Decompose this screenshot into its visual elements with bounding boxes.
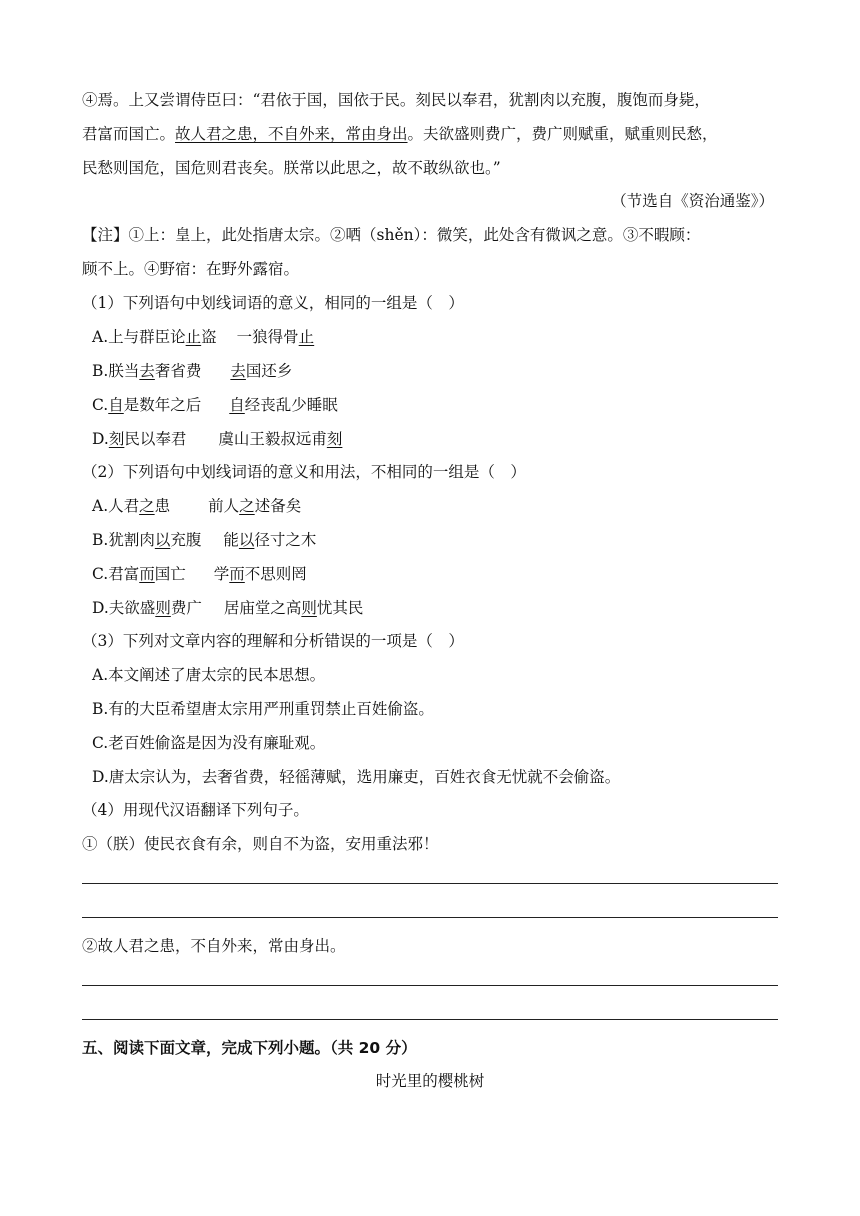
underlined-sentence: 故人君之患，不自外来，常由身出	[175, 125, 408, 143]
underlined-word: 之	[239, 497, 255, 515]
passage-text: 君富而国亡。	[82, 125, 176, 143]
option-text: 虞山王毅叔远甫	[218, 430, 327, 448]
option-text: 民以奉君	[124, 430, 187, 448]
passage-line-1	[82, 90, 710, 110]
underlined-word: 自	[229, 396, 245, 414]
option-text: 居庙堂之高	[223, 599, 302, 617]
option-text: C.君富	[92, 565, 140, 583]
option-text: D.	[92, 430, 109, 448]
passage-line-3: 民愁则国危，国危则君丧矣。朕常以此思之，故不敢纵欲也。”	[82, 159, 501, 177]
option-text: 前人	[208, 497, 240, 515]
option-text: 一狼得骨	[236, 328, 299, 346]
option-text: A.上与群臣论	[92, 328, 186, 346]
option-text: 国还乡	[245, 362, 293, 380]
option-text: 径寸之木	[254, 531, 317, 549]
option-text: A.人君	[92, 497, 140, 515]
passage-text: ④焉。上又尝谓侍臣曰：“君依于国，国依于民。刻民以奉君，犹割肉以充腹，腹饱而身毙，	[82, 91, 710, 109]
question-3-option-c: C.老百姓偷盗是因为没有廉耻观。	[92, 734, 326, 752]
underlined-word: 止	[298, 328, 315, 346]
question-1-option-c	[92, 395, 338, 415]
option-text: 奢省费	[154, 362, 202, 380]
option-text: 能	[223, 531, 239, 549]
option-text: 不思则罔	[244, 565, 307, 583]
question-3-option-d: D.唐太宗认为，去奢省费，轻徭薄赋，选用廉吏，百姓衣食无忧就不会偷盗。	[92, 768, 621, 786]
underlined-word: 去	[139, 362, 155, 380]
option-text: 忧其民	[316, 599, 364, 617]
question-3-option-b: B.有的大臣希望唐太宗用严刑重罚禁止百姓偷盗。	[92, 700, 434, 718]
option-text: B.朕当	[92, 362, 140, 380]
question-1-option-a	[92, 327, 314, 347]
section-5-heading: 五、阅读下面文章，完成下列小题。（共 20 分）	[82, 1039, 417, 1057]
underlined-word: 自	[108, 396, 124, 414]
option-text: C.	[92, 396, 109, 414]
underlined-word: 而	[139, 565, 155, 583]
notes-line-2: 顾不上。④野宿：在野外露宿。	[82, 260, 300, 278]
question-3-stem: （3）下列对文章内容的理解和分析错误的一项是（ ）	[82, 632, 464, 650]
underlined-word: 以	[154, 531, 171, 549]
option-text: 充腹	[170, 531, 202, 549]
question-2-option-b	[92, 530, 316, 550]
answer-line[interactable]	[82, 985, 778, 986]
underlined-word: 则	[155, 599, 171, 617]
option-text: 费广	[170, 599, 202, 617]
underlined-word: 则	[301, 599, 317, 617]
notes-line-1: 【注】①上：皇上，此处指唐太宗。②哂（shěn）：微笑，此处含有微讽之意。③不暇顾：	[82, 226, 701, 244]
source-citation: （节选自《资治通鉴》）	[611, 192, 774, 210]
question-2-option-a	[92, 496, 301, 516]
question-1-option-d	[92, 429, 342, 449]
question-4-stem: （4）用现代汉语翻译下列句子。	[82, 801, 309, 819]
question-4-sentence-1: ①（朕）使民衣食有余，则自不为盗，安用重法邪！	[82, 835, 439, 853]
question-2-option-d	[92, 598, 363, 618]
underlined-word: 刻	[108, 430, 125, 448]
answer-line[interactable]	[82, 917, 778, 918]
question-4-sentence-2: ②故人君之患，不自外来，常由身出。	[82, 937, 346, 955]
underlined-word: 止	[185, 328, 202, 346]
option-text: 是数年之后	[123, 396, 202, 414]
option-text: B.犹割肉	[92, 531, 155, 549]
option-text: 国亡	[154, 565, 186, 583]
option-text: 盗	[201, 328, 217, 346]
underlined-word: 去	[230, 362, 246, 380]
answer-line[interactable]	[82, 883, 778, 884]
answer-line[interactable]	[82, 1019, 778, 1020]
underlined-word: 刻	[326, 430, 343, 448]
question-2-option-c	[92, 564, 307, 584]
question-2-stem: （2）下列语句中划线词语的意义和用法，不相同的一组是（ ）	[82, 463, 526, 481]
option-text: D.夫欲盛	[92, 599, 156, 617]
question-1-stem: （1）下列语句中划线词语的意义，相同的一组是（ ）	[82, 294, 464, 312]
passage-line-2	[82, 124, 718, 144]
passage-text: 。夫欲盛则费广，费广则赋重，赋重则民愁，	[407, 125, 718, 143]
option-text: 述备矣	[254, 497, 302, 515]
option-text: 患	[154, 497, 171, 515]
question-3-option-a: A.本文阐述了唐太宗的民本思想。	[92, 666, 326, 684]
underlined-word: 而	[229, 565, 245, 583]
option-text: 经丧乱少睡眠	[244, 396, 338, 414]
article-title: 时光里的樱桃树	[375, 1072, 485, 1090]
option-text: 学	[213, 565, 230, 583]
underlined-word: 之	[139, 497, 155, 515]
question-1-option-b	[92, 361, 292, 381]
underlined-word: 以	[238, 531, 255, 549]
